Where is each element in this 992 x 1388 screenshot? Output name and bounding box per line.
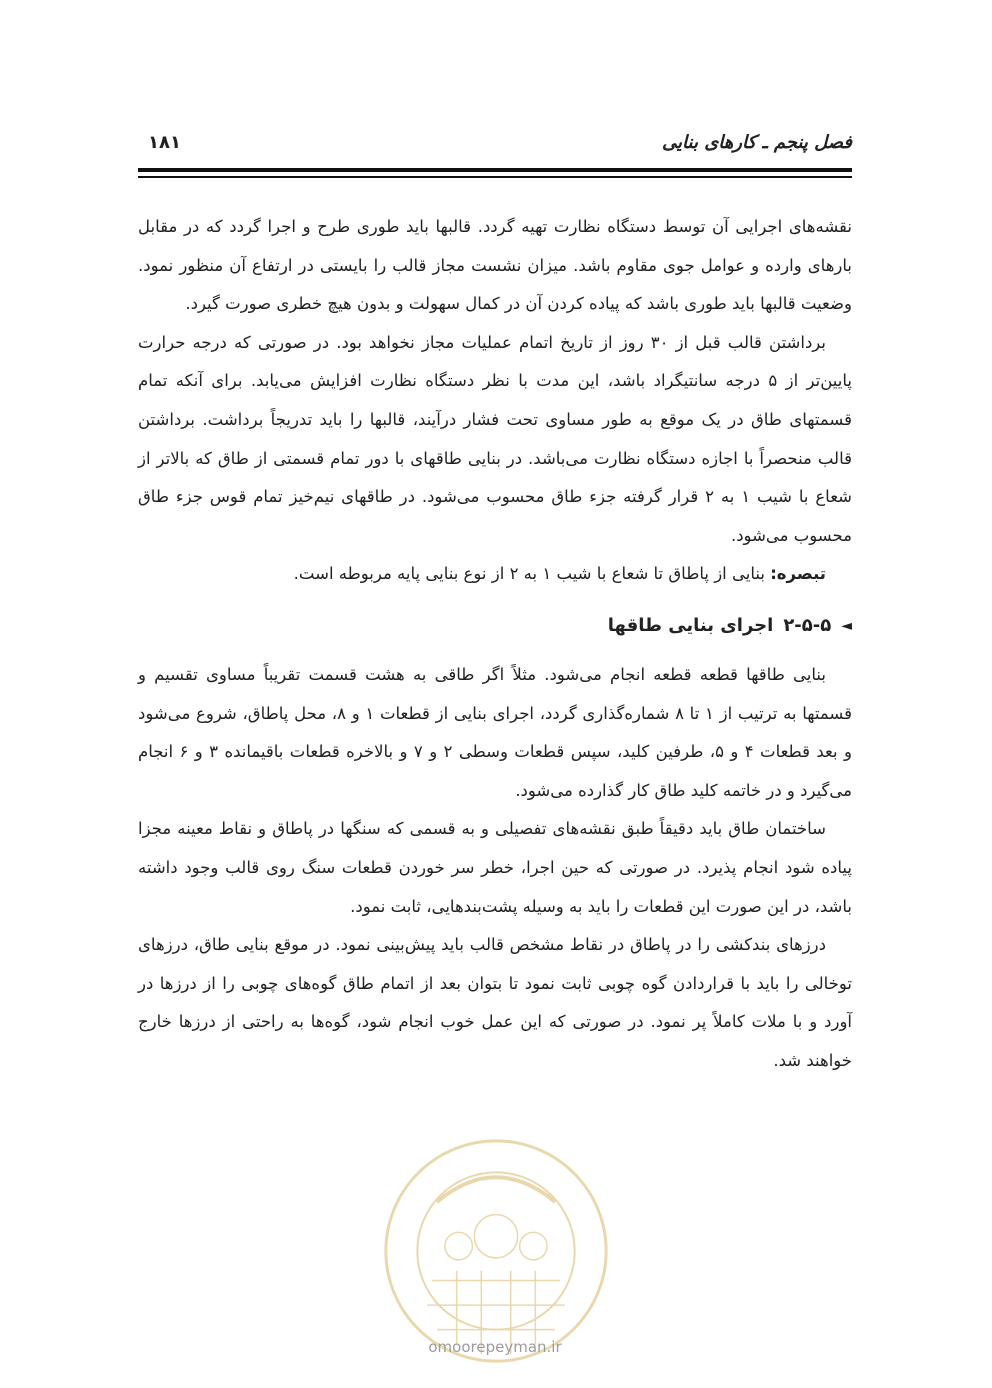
- page-body: [138, 208, 852, 1080]
- body-paragraph: نقشه‌های اجرایی آن توسط دستگاه نظارت تهیه گردد. قالبها باید طوری طرح و اجرا گردد که در مقابل بارهای وارده و عوامل جوی مقاوم باشد. میزان نشست مجاز قالب را بایستی در ارتفاع آن منظور نمود. وضعیت قالبها باید طوری باشد که پیاده کردن آن در کمال سهولت و بدون هیچ خطری صورت گیرد.: [138, 217, 852, 314]
- header-rule-thick: [138, 168, 852, 172]
- section-marker-icon: ◄: [841, 617, 852, 634]
- note-label: تبصره:: [770, 564, 826, 584]
- section-title: اجرای بنایی طاقها: [607, 615, 774, 637]
- section-heading: [138, 606, 852, 646]
- section-number: ۲-۵-۵: [783, 615, 832, 637]
- page-number: ۱۸۱: [148, 132, 181, 153]
- watermark-logo-icon: [378, 1133, 614, 1369]
- note-text: بنایی از پاطاق تا شعاع با شیب ۱ به ۲ از نوع بنایی پایه مربوطه است.: [293, 564, 771, 584]
- header-rule-thin: [138, 176, 852, 178]
- chapter-title: فصل پنجم ـ کارهای بنایی: [662, 132, 852, 153]
- note: [138, 555, 852, 594]
- section-paragraph: ساختمان طاق باید دقیقاً طبق نقشه‌های تفصیلی و به قسمی که سنگها در پاطاق و نقاط معینه مجزا پیاده شود انجام پذیرد. در صورتی که حین اجرا، خطر سر خوردن قطعات سنگ روی قالب وجود داشته باشد، در این صورت این قطعات را باید به وسیله پشت‌بندهایی، ثابت نمود.: [138, 819, 852, 916]
- watermark-url: omoorepeyman.ir: [428, 1338, 562, 1356]
- section-paragraph: بنایی طاقها قطعه قطعه انجام می‌شود. مثلاً اگر طاقی به هشت قسمت تقریباً مساوی تقسیم و قسمتها به ترتیب از ۱ تا ۸ شماره‌گذاری گردد، اجرای بنایی از قطعات ۱ و ۸، محل پاطاق، شروع می‌شود و بعد قطعات ۴ و ۵، طرفین کلید، سپس قطعات وسطی ۲ و ۷ و بالاخره قطعات باقیمانده ۳ و ۶ انجام می‌گیرد و در خاتمه کلید طاق کار گذارده می‌شود.: [138, 664, 852, 800]
- body-paragraph: برداشتن قالب قبل از ۳۰ روز از تاریخ اتمام عملیات مجاز نخواهد بود. در صورتی که درجه حرارت پایین‌تر از ۵ درجه سانتیگراد باشد، این مدت با نظر دستگاه نظارت افزایش می‌یابد. برای آنکه تمام قسمتهای طاق در یک موقع به طور مساوی تحت فشار درآیند، قالبها را باید تدریجاً برداشت. برداشتن قالب منحصراً با اجازه دستگاه نظارت می‌باشد. در بنایی طاقهای با دور تمام قسمتی از طاق که بالاتر از شعاع با شیب ۱ به ۲ قرار گرفته جزء طاق محسوب می‌شود. در طاقهای نیم‌خیز تمام قوس جزء طاق محسوب می‌شود.: [138, 332, 852, 545]
- section-paragraph: درزهای بندکشی را در پاطاق در نقاط مشخص قالب باید پیش‌بینی نمود. در موقع بنایی طاق، درزهای توخالی را باید با قراردادن گوه چوبی ثابت نمود تا بتوان بعد از اتمام طاق گوه‌های چوبی را از درزها در آورد و با ملات کاملاً پر نمود. در صورتی که این عمل خوب انجام شود، گوه‌ها به راحتی از درزها خارج خواهند شد.: [138, 935, 852, 1070]
- page-header: [140, 128, 852, 160]
